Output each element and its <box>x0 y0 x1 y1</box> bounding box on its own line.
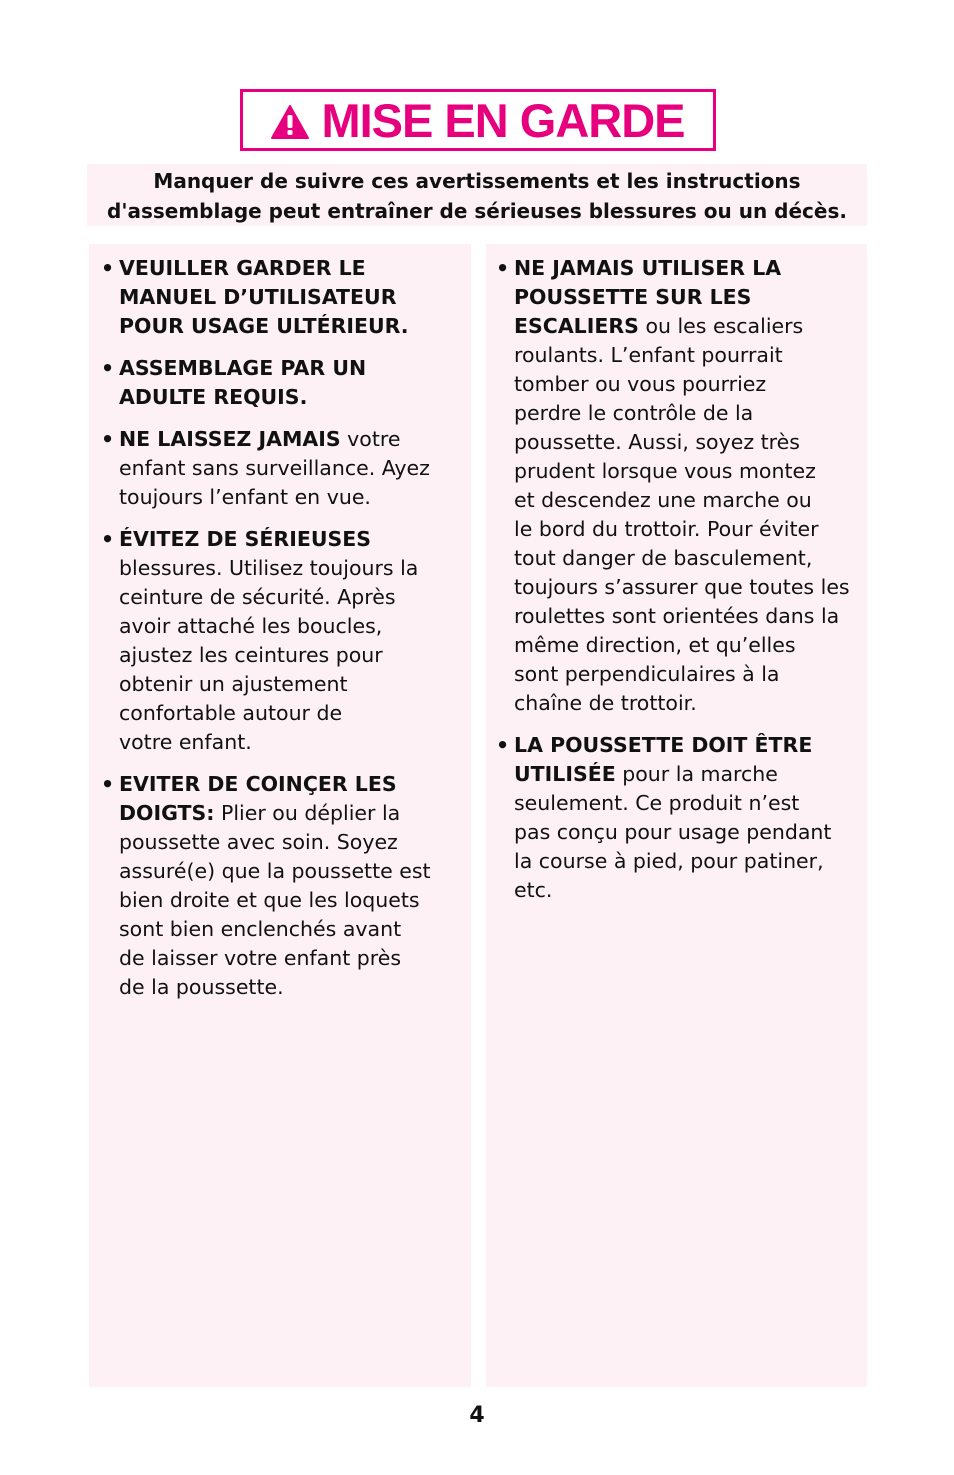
warning-text: bien droite et que les loquets <box>119 888 420 912</box>
warning-line <box>496 731 863 760</box>
bullet-icon: • <box>101 356 115 380</box>
warning-line <box>101 254 467 283</box>
warning-line <box>101 612 467 641</box>
warning-text: ceinture de sécurité. Après <box>119 585 396 609</box>
warning-text: obtenir un ajustement <box>119 672 348 696</box>
warning-emphasis: UTILISÉE <box>514 762 616 786</box>
warning-emphasis: POUSSETTE SUR LES <box>514 285 752 309</box>
page-title: MISE EN GARDE <box>321 93 685 147</box>
warning-emphasis: NE JAMAIS UTILISER LA <box>514 256 782 280</box>
warning-text: seulement. Ce produit n’est <box>514 791 800 815</box>
warning-text: perdre le contrôle de la <box>514 401 754 425</box>
warning-line <box>496 789 863 818</box>
warning-text: ajustez les ceintures pour <box>119 643 383 667</box>
warning-line <box>101 828 467 857</box>
warning-line <box>101 583 467 612</box>
warning-line <box>496 341 863 370</box>
warning-line <box>101 670 467 699</box>
warning-item <box>496 731 863 905</box>
warning-emphasis: POUR USAGE ULTÉRIEUR. <box>119 314 409 338</box>
warning-line <box>496 254 863 283</box>
warning-text: sont perpendiculaires à la <box>514 662 780 686</box>
warning-line <box>496 573 863 602</box>
warning-text: Plier ou déplier la <box>214 801 401 825</box>
warning-summary <box>87 164 867 226</box>
warning-summary-line-2: d'assemblage peut entraîner de sérieuses blessures ou un décès. <box>107 199 847 223</box>
warning-line <box>496 399 863 428</box>
warning-text: sont bien enclenchés avant <box>119 917 402 941</box>
warning-line <box>101 799 467 828</box>
warning-text: votre enfant. <box>119 730 252 754</box>
warning-emphasis: ADULTE REQUIS. <box>119 385 308 409</box>
warning-text: de la poussette. <box>119 975 284 999</box>
warning-text: toujours s’assurer que toutes les <box>514 575 850 599</box>
warning-emphasis: NE LAISSEZ JAMAIS <box>119 427 341 451</box>
warning-line <box>101 454 467 483</box>
warning-line <box>101 857 467 886</box>
warning-text: roulettes sont orientées dans la <box>514 604 840 628</box>
bullet-icon: • <box>496 733 510 757</box>
warning-text: etc. <box>514 878 553 902</box>
bullet-icon: • <box>496 256 510 280</box>
warning-line <box>496 457 863 486</box>
warning-text: tout danger de basculement, <box>514 546 813 570</box>
warning-line <box>496 689 863 718</box>
warning-line <box>496 760 863 789</box>
warning-text: poussette avec soin. Soyez <box>119 830 398 854</box>
warning-line <box>496 283 863 312</box>
warning-line <box>496 312 863 341</box>
warning-line <box>496 631 863 660</box>
warning-text: le bord du trottoir. Pour éviter <box>514 517 819 541</box>
warning-line <box>496 847 863 876</box>
warning-item <box>101 425 467 512</box>
warning-item <box>101 525 467 757</box>
bullet-icon: • <box>101 256 115 280</box>
warning-line <box>101 483 467 512</box>
warning-text: même direction, et qu’elles <box>514 633 796 657</box>
warning-line <box>101 525 467 554</box>
warning-line <box>496 515 863 544</box>
warning-line <box>101 944 467 973</box>
warning-text: tomber ou vous pourriez <box>514 372 767 396</box>
warning-triangle-icon <box>271 105 309 139</box>
left-warning-column <box>89 244 471 1387</box>
warning-line <box>101 641 467 670</box>
warning-emphasis: EVITER DE COINÇER LES <box>119 772 397 796</box>
warning-line <box>101 312 467 341</box>
warning-line <box>496 818 863 847</box>
warning-line <box>101 354 467 383</box>
warning-line <box>101 728 467 757</box>
right-warning-column <box>486 244 867 1387</box>
warning-emphasis: LA POUSSETTE DOIT ÊTRE <box>514 733 813 757</box>
warning-text: et descendez une marche ou <box>514 488 812 512</box>
warning-emphasis: ÉVITEZ DE SÉRIEUSES <box>119 527 372 551</box>
warning-text: poussette. Aussi, soyez très <box>514 430 800 454</box>
warning-item <box>101 354 467 412</box>
warning-text: toujours l’enfant en vue. <box>119 485 371 509</box>
warning-text: la course à pied, pour patiner, <box>514 849 824 873</box>
warning-text: de laisser votre enfant près <box>119 946 402 970</box>
warning-emphasis: ESCALIERS <box>514 314 639 338</box>
warning-text: chaîne de trottoir. <box>514 691 697 715</box>
warning-text: votre <box>340 427 401 451</box>
warning-line <box>496 486 863 515</box>
bullet-icon: • <box>101 427 115 451</box>
warning-text: confortable autour de <box>119 701 343 725</box>
warning-text: blessures. Utilisez toujours la <box>119 556 419 580</box>
warning-item <box>496 254 863 718</box>
page-number: 4 <box>469 1403 485 1428</box>
warning-line <box>101 770 467 799</box>
warning-item <box>101 254 467 341</box>
warning-text: prudent lorsque vous montez <box>514 459 816 483</box>
warning-line <box>101 383 467 412</box>
warning-text: pas conçu pour usage pendant <box>514 820 832 844</box>
warning-line <box>496 370 863 399</box>
warning-item <box>101 770 467 1002</box>
warning-line <box>101 425 467 454</box>
warning-text: ou les escaliers <box>638 314 804 338</box>
warning-line <box>496 660 863 689</box>
warning-line <box>101 283 467 312</box>
bullet-icon: • <box>101 527 115 551</box>
warning-line <box>101 554 467 583</box>
warning-line <box>496 544 863 573</box>
warning-emphasis: MANUEL D’UTILISATEUR <box>119 285 397 309</box>
warning-line <box>496 876 863 905</box>
warning-line <box>496 602 863 631</box>
warning-line <box>101 699 467 728</box>
warning-text: pour la marche <box>615 762 778 786</box>
warning-emphasis: ASSEMBLAGE PAR UN <box>119 356 367 380</box>
warning-text: roulants. L’enfant pourrait <box>514 343 783 367</box>
bullet-icon: • <box>101 772 115 796</box>
warning-text: avoir attaché les boucles, <box>119 614 383 638</box>
warning-line <box>101 973 467 1002</box>
warning-line <box>101 886 467 915</box>
warning-emphasis: VEUILLER GARDER LE <box>119 256 366 280</box>
warning-text: enfant sans surveillance. Ayez <box>119 456 430 480</box>
warning-emphasis: DOIGTS: <box>119 801 215 825</box>
warning-line <box>496 428 863 457</box>
warning-summary-line-1: Manquer de suivre ces avertissements et les instructions <box>153 169 801 193</box>
warning-text: assuré(e) que la poussette est <box>119 859 431 883</box>
warning-title-box <box>240 89 716 151</box>
warning-line <box>101 915 467 944</box>
